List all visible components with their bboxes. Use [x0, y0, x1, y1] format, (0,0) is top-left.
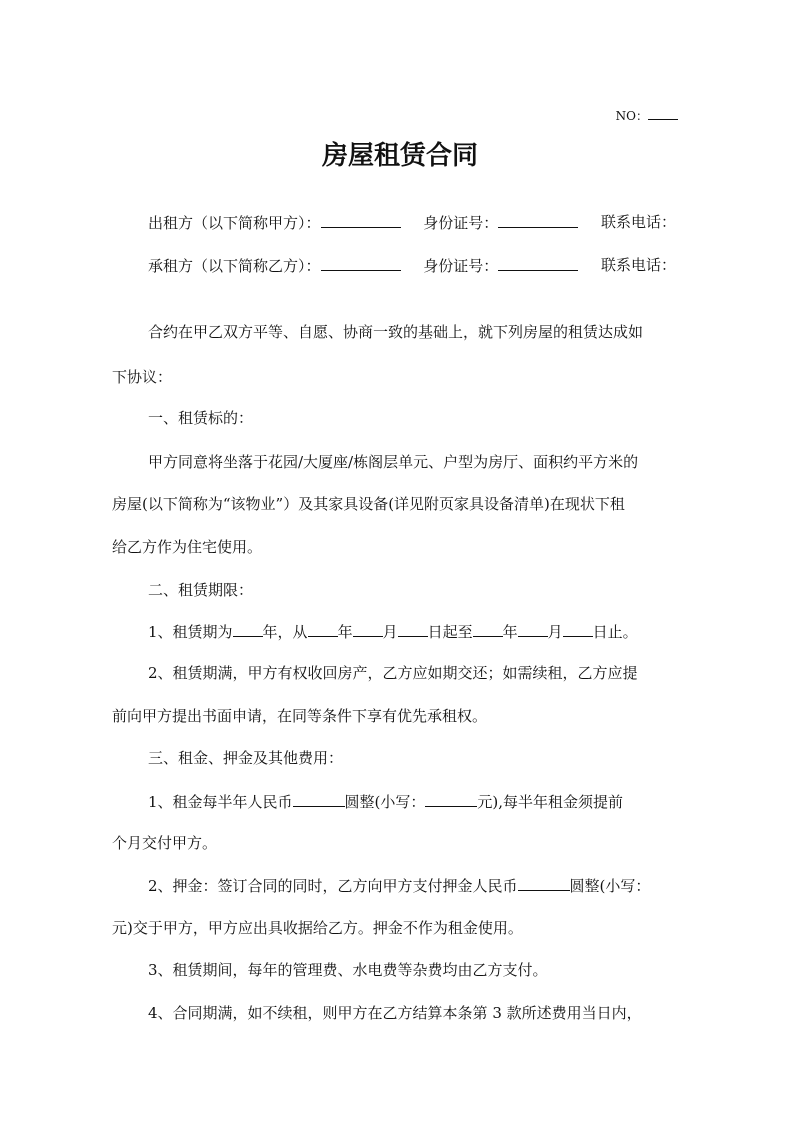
lessee-id-blank[interactable] [498, 255, 578, 271]
section3-item1: 1、租金每半年人民币 圆整(小写： 元),每半年租金须提前 [148, 793, 624, 811]
lessee-row: 承租方（以下简称乙方）： 身份证号： 联系电话： [148, 256, 676, 275]
intro-line-2: 下协议： [112, 368, 173, 386]
section3-heading: 三、租金、押金及其他费用： [148, 749, 344, 767]
lessor-id-blank[interactable] [498, 212, 578, 228]
contract-number: NO： [616, 104, 678, 124]
section3-item2-line-2: 元)交于甲方，甲方应出具收据给乙方。押金不作为租金使用。 [112, 919, 523, 937]
number-blank[interactable] [648, 104, 678, 120]
lessor-name-blank[interactable] [321, 212, 401, 228]
rent-amount-blank[interactable] [293, 791, 345, 807]
start-day-blank[interactable] [398, 621, 428, 637]
deposit-amount-blank[interactable] [518, 875, 570, 891]
page-title: 房屋租赁合同 [321, 141, 478, 171]
section3-item4-line-1: 4、合同期满，如不续租，则甲方在乙方结算本条第 3 款所述费用当日内， [148, 1004, 642, 1022]
end-month-blank[interactable] [518, 621, 548, 637]
lessor-row: 出租方（以下简称甲方）： 身份证号： 联系电话： [148, 213, 676, 232]
section3-item1-line-2: 个月交付甲方。 [112, 834, 218, 852]
years-blank[interactable] [233, 621, 263, 637]
section2-item2-line-2: 前向甲方提出书面申请，在同等条件下享有优先承租权。 [112, 707, 488, 725]
section1-line-3: 给乙方作为住宅使用。 [112, 538, 263, 556]
rent-numeric-blank[interactable] [425, 791, 477, 807]
end-year-blank[interactable] [473, 621, 503, 637]
start-month-blank[interactable] [353, 621, 383, 637]
section1-line-1: 甲方同意将坐落于花园/大厦座/栋阁层单元、户型为房厅、面积约平方米的 [148, 453, 639, 471]
section1-heading: 一、租赁标的： [148, 409, 254, 427]
section3-item3: 3、租赁期间，每年的管理费、水电费等杂费均由乙方支付。 [148, 961, 548, 979]
intro-line-1: 合约在甲乙双方平等、自愿、协商一致的基础上，就下列房屋的租赁达成如 [148, 323, 644, 341]
start-year-blank[interactable] [308, 621, 338, 637]
lessee-phone-label: 联系电话： [600, 256, 676, 274]
section2-heading: 二、租赁期限： [148, 581, 254, 599]
section1-line-2: 房屋(以下简称为“该物业”）及其家具设备(详见附页家具设备清单)在现状下租 [112, 495, 625, 513]
section2-item2-line-1: 2、租赁期满，甲方有权收回房产，乙方应如期交还；如需续租，乙方应提 [148, 664, 638, 682]
end-day-blank[interactable] [563, 621, 593, 637]
lessee-name-blank[interactable] [321, 255, 401, 271]
lessor-phone-label: 联系电话： [600, 213, 676, 231]
section2-item1: 1、租赁期为 年，从 年 月 日起至 年 月 日止。 [148, 623, 638, 641]
section3-item2: 2、押金：签订合同的同时，乙方向甲方支付押金人民币 圆整(小写： [148, 877, 651, 895]
